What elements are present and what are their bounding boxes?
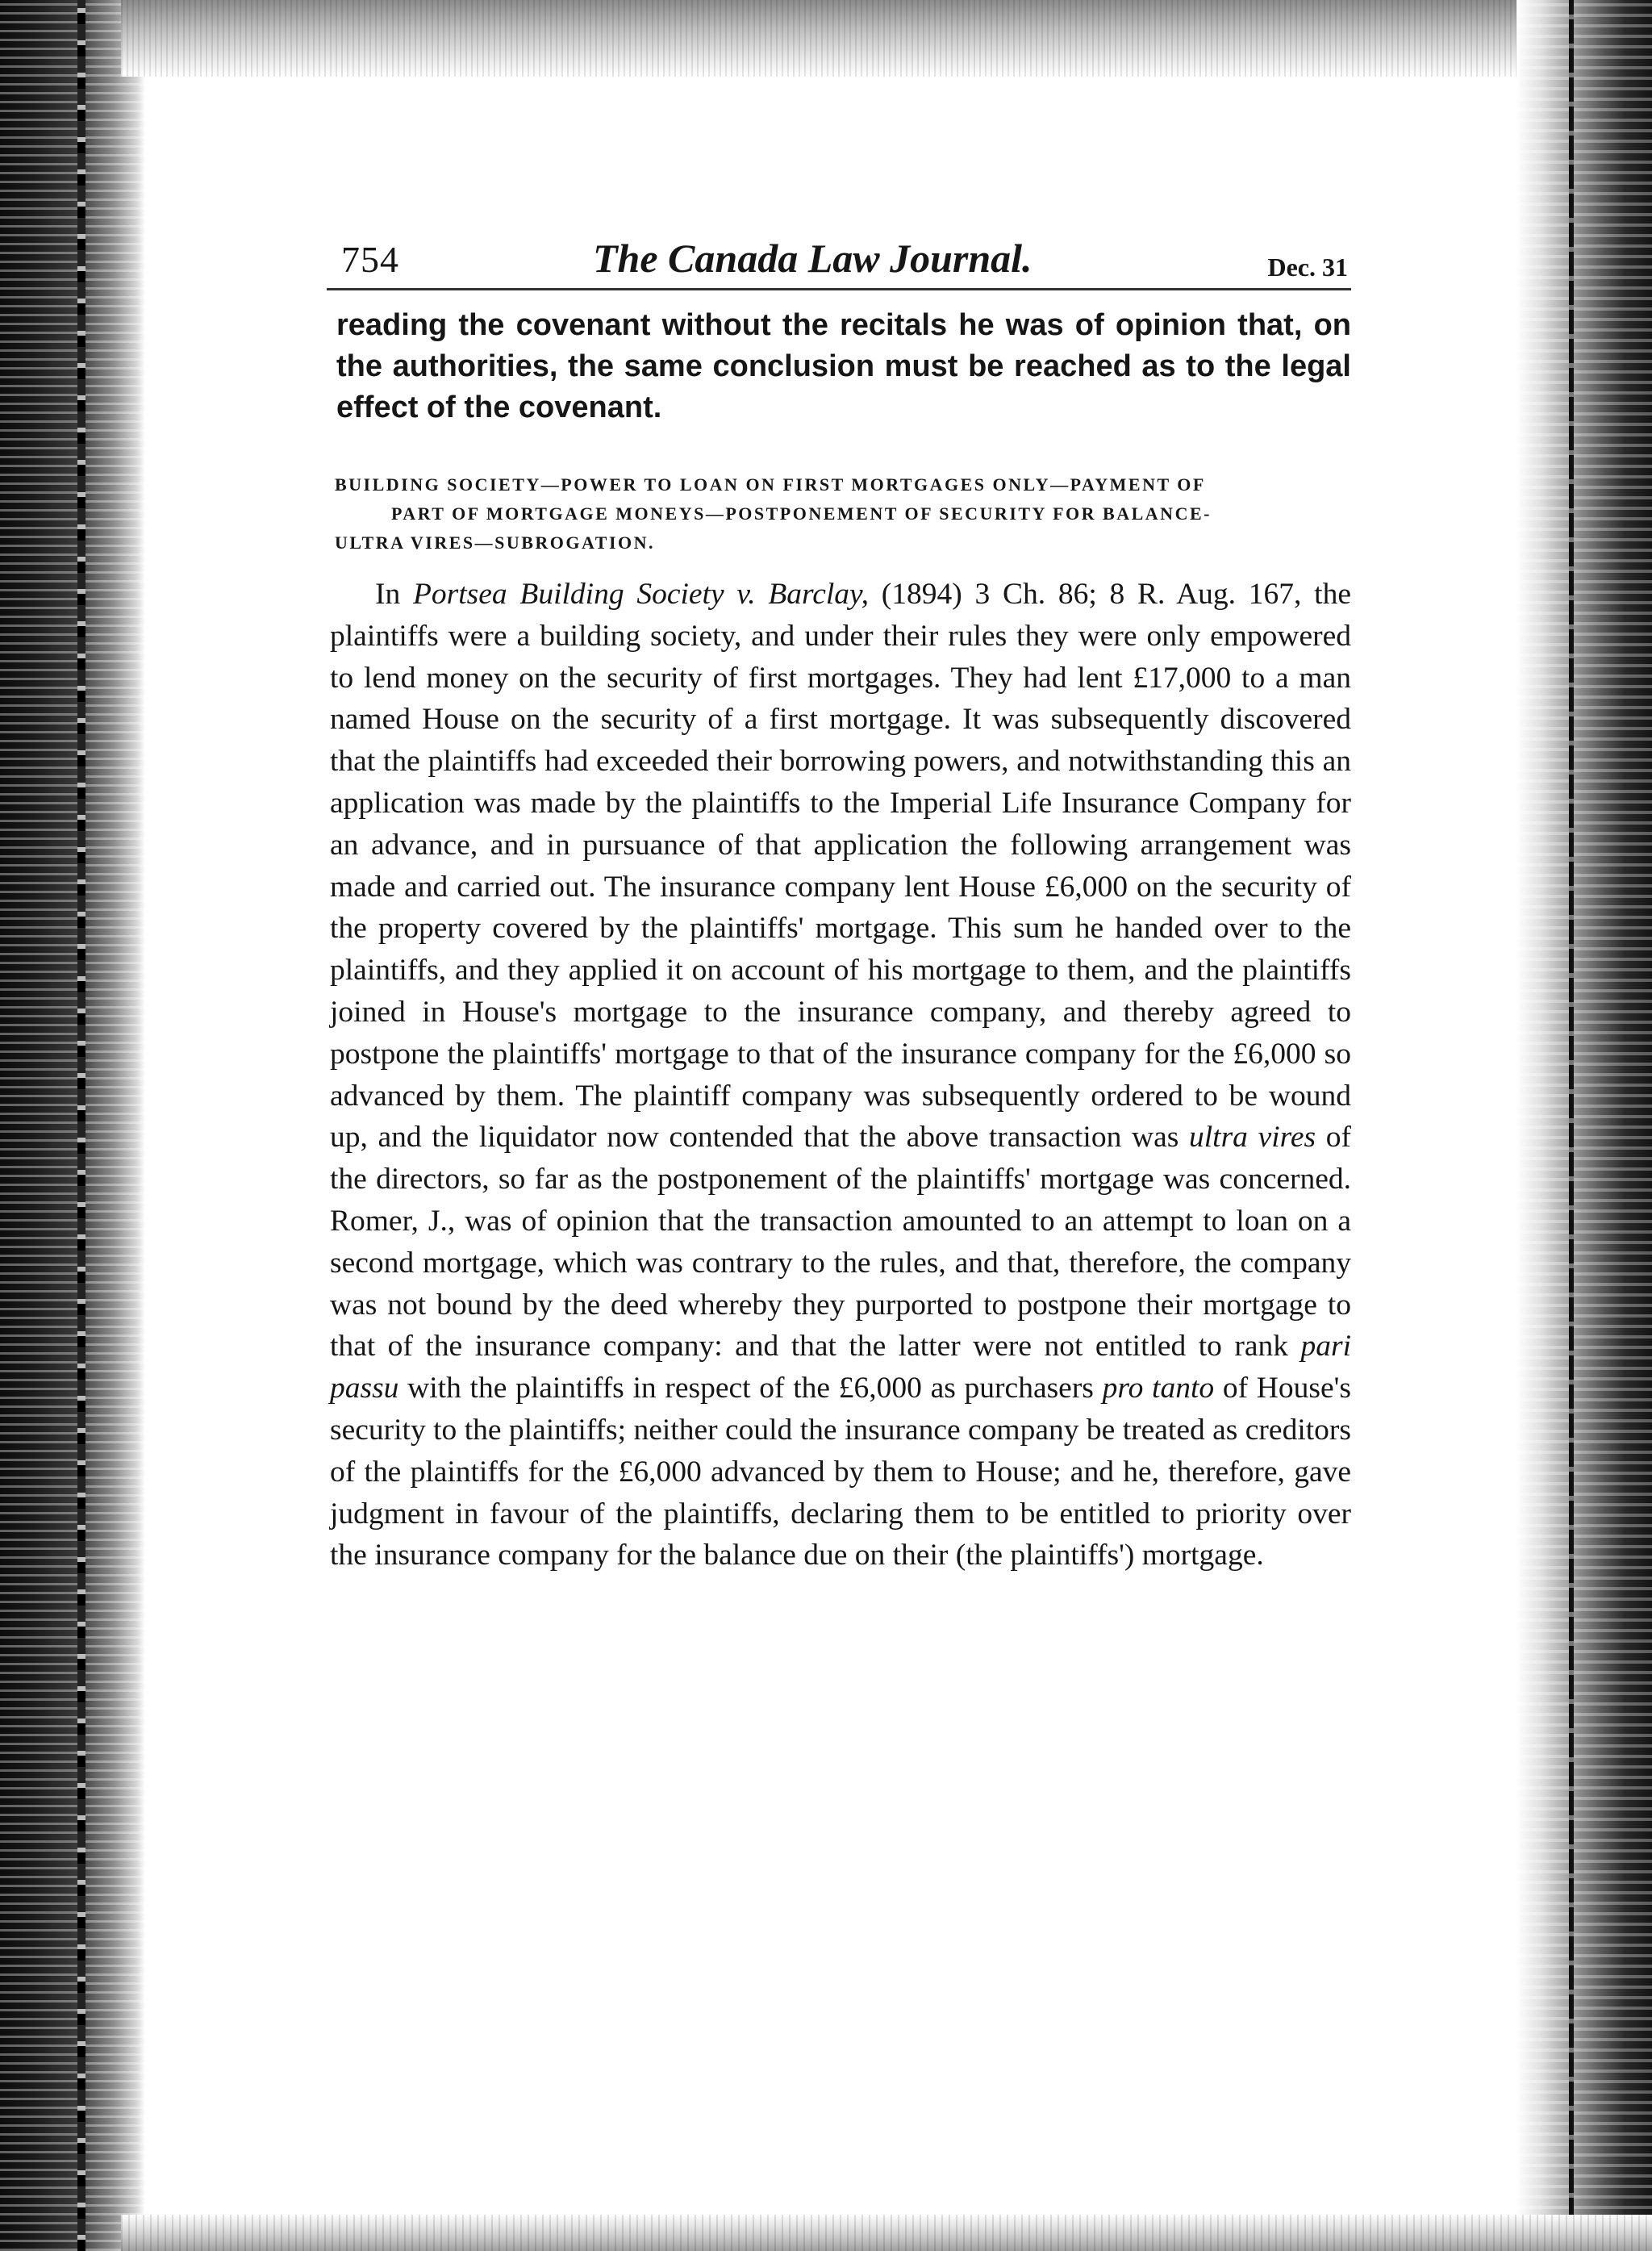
case-summary-paragraph: [330, 574, 1351, 1577]
scan-edge-bottom: [121, 2215, 1652, 2251]
lead-text: In: [375, 578, 413, 611]
scan-edge-left: [0, 0, 145, 2251]
headnote-line-1: BUILDING SOCIETY—POWER TO LOAN ON FIRST MORTGAGES ONLY—PAYMENT OF: [335, 474, 1206, 495]
header-date: Dec. 31: [1267, 253, 1348, 282]
case-name: Portsea Building Society v. Barclay,: [413, 578, 869, 611]
running-head: [327, 230, 1351, 290]
pro-tanto-term: pro tanto: [1102, 1372, 1215, 1405]
paragraph-continued: reading the covenant without the recitals he was of opinion that, on the authorities, the same conclusion must be reached as to the legal effect of the covenant.: [336, 308, 1351, 424]
page-number: 754: [341, 239, 399, 280]
scan-edge-right: [1516, 0, 1652, 2251]
case-headnote: [335, 470, 1351, 558]
summary-text-2: of the directors, so far as the postponement of the plaintiffs' mortgage was concerned. Romer, J., was of opinion that the transaction amounted to an attempt to loan on a second mortgage, which was contrary to the rules, and that, therefore, the company was not bound by the deed whereby they purported to postpone their mortgage to that of the insurance company: and that the latter were not entitled to rank: [330, 1121, 1351, 1364]
scan-binding-stripe: [77, 0, 86, 2251]
scan-edge-right-line: [1569, 0, 1574, 2251]
journal-title: The Canada Law Journal.: [593, 236, 1032, 281]
page-content: [327, 230, 1351, 1577]
scan-edge-top: [121, 0, 1652, 77]
summary-text-3: with the plaintiffs in respect of the £6,000 as purchasers: [398, 1372, 1103, 1405]
summary-text-1: (1894) 3 Ch. 86; 8 R. Aug. 167, the plaintiffs were a building society, and under their rules they were only empowered to lend money on the security of first mortgages. They had lent £17,000 to a man named House on the security of a first mortgage. It was subsequently discovered that the plaintiffs had exceeded their borrowing powers, and notwithstanding this an application was made by the plaintiffs to the Imperial Life Insurance Company for an advance, and in pursuance of that application the following arrangement was made and carried out. The insurance company lent House £6,000 on the security of the property covered by the plaintiffs' mortgage. This sum he handed over to the plaintiffs, and they applied it on account of his mortgage to them, and the plaintiffs joined in House's mortgage to the insurance company, and thereby agreed to postpone the plaintiffs' mortgage to that of the insurance company for the £6,000 so advanced by them. The plaintiff company was subsequently ordered to be wound up, and the liquidator now contended that the above transaction was: [330, 578, 1351, 1155]
summary-text-4: of House's security to the plaintiffs; neither could the insurance company be treated as creditors of the plaintiffs for the £6,000 advanced by them to House; and he, therefore, gave judgment in favour of the plaintiffs, declaring them to be entitled to priority over the insurance company for the balance due on their (the plaintiffs') mortgage.: [330, 1372, 1351, 1572]
headnote-line-3: ULTRA VIRES—SUBROGATION.: [335, 532, 656, 553]
ultra-vires-term: ultra vires: [1189, 1121, 1316, 1155]
headnote-line-2: PART OF MORTGAGE MONEYS—POSTPONEMENT OF SECURITY FOR BALANCE-: [391, 503, 1212, 524]
pari-passu-term: pari passu: [330, 1330, 1351, 1405]
